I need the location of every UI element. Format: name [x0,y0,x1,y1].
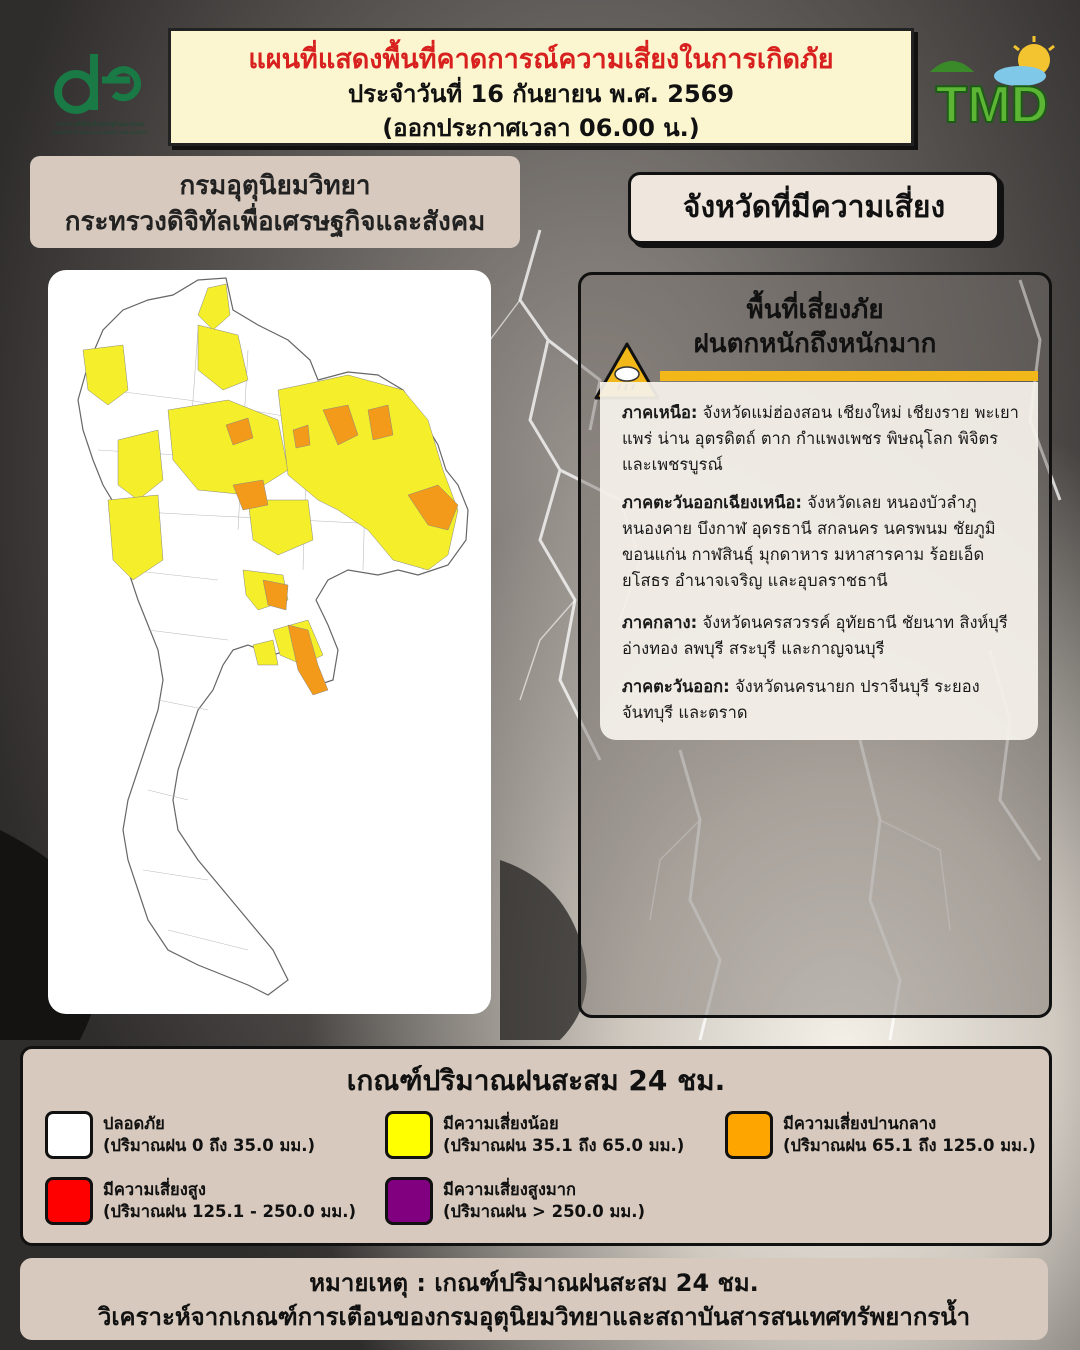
legend-item-safe: ปลอดภัย (ปริมาณฝน 0 ถึง 35.0 มม.) [45,1111,315,1159]
risk-heading-line1: พื้นที่เสี่ยงภัย [746,295,884,325]
svg-text:กระทรวงดิจิทัลเพื่อเศรษฐกิจและ: กระทรวงดิจิทัลเพื่อเศรษฐกิจและสังคม [55,122,145,128]
svg-text:MINISTRY OF DIGITAL ECONOMY AN: MINISTRY OF DIGITAL ECONOMY AND SOCIETY [52,130,148,135]
legend-item-high: มีความเสี่ยงสูง (ปริมาณฝน 125.1 - 250.0 มม.) [45,1177,356,1225]
risk-province-list [600,382,1038,740]
tmd-logo [922,36,1062,132]
footnote-line1: หมายเหตุ : เกณฑ์ปริมาณฝนสะสม 24 ชม. [309,1269,759,1297]
legend-item-very-high: มีความเสี่ยงสูงมาก (ปริมาณฝน > 250.0 มม.) [385,1177,645,1225]
agency-name: กรมอุตุนิยมวิทยา [179,171,371,201]
legend-swatch [45,1111,93,1159]
thailand-risk-map [48,270,491,1014]
rain-legend [20,1046,1052,1246]
thailand-outline [78,278,468,995]
legend-swatch [45,1177,93,1225]
footnote-line2: วิเคราะห์จากเกณฑ์การเตือนของกรมอุตุนิยมวิทยาและสถาบันสารสนเทศทรัพยากรน้ำ [97,1303,971,1331]
footnote [20,1258,1048,1340]
legend-swatch [385,1111,433,1159]
issue-time-line: (ออกประกาศเวลา 06.00 น.) [382,114,700,142]
warning-bar [660,371,1038,381]
legend-title: เกณฑ์ปริมาณฝนสะสม 24 ชม. [346,1064,726,1097]
risk-heading-line2: ฝนตกหนักถึงหนักมาก [693,329,937,359]
province-heading: จังหวัดที่มีความเสี่ยง [628,172,1000,244]
region-north: ภาคเหนือ: จังหวัดแม่ฮ่องสอน เชียงใหม่ เชียงราย พะเยา แพร่ น่าน อุตรดิตถ์ ตาก กำแพงเพชร พิษณุโลก พิจิตร และเพชรบูรณ์ [622,403,1019,474]
ministry-name: กระทรวงดิจิทัลเพื่อเศรษฐกิจและสังคม [64,207,486,237]
legend-item-low: มีความเสี่ยงน้อย (ปริมาณฝน 35.1 ถึง 65.0 มม.) [385,1111,684,1159]
title-box [168,28,914,146]
legend-swatch [725,1111,773,1159]
svg-text:TMD: TMD [935,76,1049,132]
region-central: ภาคกลาง: จังหวัดนครสวรรค์ อุทัยธานี ชัยนาท สิงห์บุรี อ่างทอง ลพบุรี สระบุรี และกาญจนบุรี [622,613,1008,658]
region-east: ภาคตะวันออก: จังหวัดนครนายก ปราจีนบุรี ระยอง จันทบุรี และตราด [622,677,980,722]
map-svg [48,270,491,1014]
region-northeast: ภาคตะวันออกเฉียงเหนือ: จังหวัดเลย หนองบัวลำภู หนองคาย บึงกาฬ อุดรธานี สกลนคร นครพนม ชัยภูมิ ขอนแก่น กาฬสินธุ์ มุกดาหาร มหาสารคาม ร้อยเอ็ด ยโสธร อำนาจเจริญ และอุบลราชธานี [622,493,996,590]
legend-swatch [385,1177,433,1225]
de-ministry-logo [40,40,160,140]
page-title: แผนที่แสดงพื้นที่คาดการณ์ความเสี่ยงในการเกิดภัย [248,44,834,75]
agency-box [30,156,520,248]
date-line: ประจำวันที่ 16 กันยายน พ.ศ. 2569 [347,80,735,108]
legend-item-moderate: มีความเสี่ยงปานกลาง (ปริมาณฝน 65.1 ถึง 125.0 มม.) [725,1111,1036,1159]
